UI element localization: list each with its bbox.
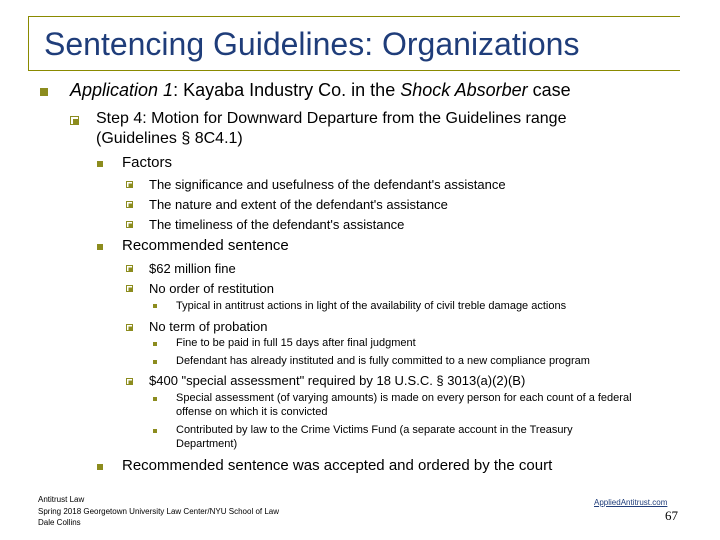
tiny-square-bullet-icon	[153, 360, 157, 364]
accepted-item: Recommended sentence was accepted and ordered by the court	[122, 457, 553, 474]
assessment-note-line2: Department)	[176, 438, 238, 450]
tiny-square-bullet-icon	[153, 304, 157, 308]
application-middle: : Kayaba Industry Co. in the	[173, 80, 401, 100]
footer-course: Antitrust Law	[38, 495, 85, 504]
step-heading-line2: (Guidelines § 8C4.1)	[96, 130, 243, 147]
hollow-square-bullet-icon	[126, 201, 135, 210]
step-heading-line1: Step 4: Motion for Downward Departure from the Guidelines range	[96, 110, 567, 127]
tiny-square-bullet-icon	[153, 429, 157, 433]
hollow-square-bullet-icon	[126, 285, 135, 294]
assessment-note-line1: Special assessment (of varying amounts) is made on every person for each count of a federal	[176, 392, 632, 404]
small-square-bullet-icon	[97, 244, 103, 250]
factor-item: The significance and usefulness of the defendant's assistance	[149, 177, 506, 192]
application-heading	[70, 80, 571, 101]
factor-item: The timeliness of the defendant's assistance	[149, 217, 405, 232]
assessment-item: $400 "special assessment" required by 18 U.S.C. § 3013(a)(2)(B)	[149, 373, 526, 388]
page-number: 67	[665, 508, 678, 523]
assessment-note-line1: Contributed by law to the Crime Victims Fund (a separate account in the Treasury	[176, 424, 573, 436]
probation-note: Defendant has already instituted and is fully committed to a new compliance program	[176, 355, 590, 367]
title-frame-top-rule	[28, 16, 680, 17]
tiny-square-bullet-icon	[153, 342, 157, 346]
probation-note: Fine to be paid in full 15 days after final judgment	[176, 337, 416, 349]
tiny-square-bullet-icon	[153, 397, 157, 401]
small-square-bullet-icon	[97, 464, 103, 470]
factors-label: Factors	[122, 154, 173, 171]
factor-item: The nature and extent of the defendant's assistance	[149, 197, 448, 212]
title-frame-left-rule	[28, 16, 29, 70]
hollow-square-bullet-icon	[126, 181, 135, 190]
case-name: Shock Absorber	[400, 80, 528, 100]
small-square-bullet-icon	[97, 161, 103, 167]
assessment-note-line2: offense on which it is convicted	[176, 406, 328, 418]
application-label: Application 1	[70, 80, 174, 100]
footer-website-link[interactable]: AppliedAntitrust.com	[594, 498, 668, 507]
recommended-label: Recommended sentence	[122, 237, 289, 254]
title-frame-bottom-rule	[28, 70, 680, 71]
restitution-note: Typical in antitrust actions in light of the availability of civil treble damage actions	[176, 300, 567, 312]
hollow-square-bullet-icon	[70, 116, 79, 125]
footer-term: Spring 2018 Georgetown University Law Center/NYU School of Law	[38, 507, 280, 516]
restitution-item: No order of restitution	[149, 281, 275, 296]
hollow-square-bullet-icon	[126, 265, 135, 274]
application-suffix: case	[527, 80, 571, 100]
hollow-square-bullet-icon	[126, 378, 135, 387]
square-bullet-icon	[40, 88, 48, 96]
footer-author: Dale Collins	[38, 518, 81, 527]
hollow-square-bullet-icon	[126, 324, 135, 333]
fine-item: $62 million fine	[149, 261, 236, 276]
hollow-square-bullet-icon	[126, 221, 135, 230]
probation-item: No term of probation	[149, 319, 268, 334]
slide-title: Sentencing Guidelines: Organizations	[44, 26, 580, 62]
